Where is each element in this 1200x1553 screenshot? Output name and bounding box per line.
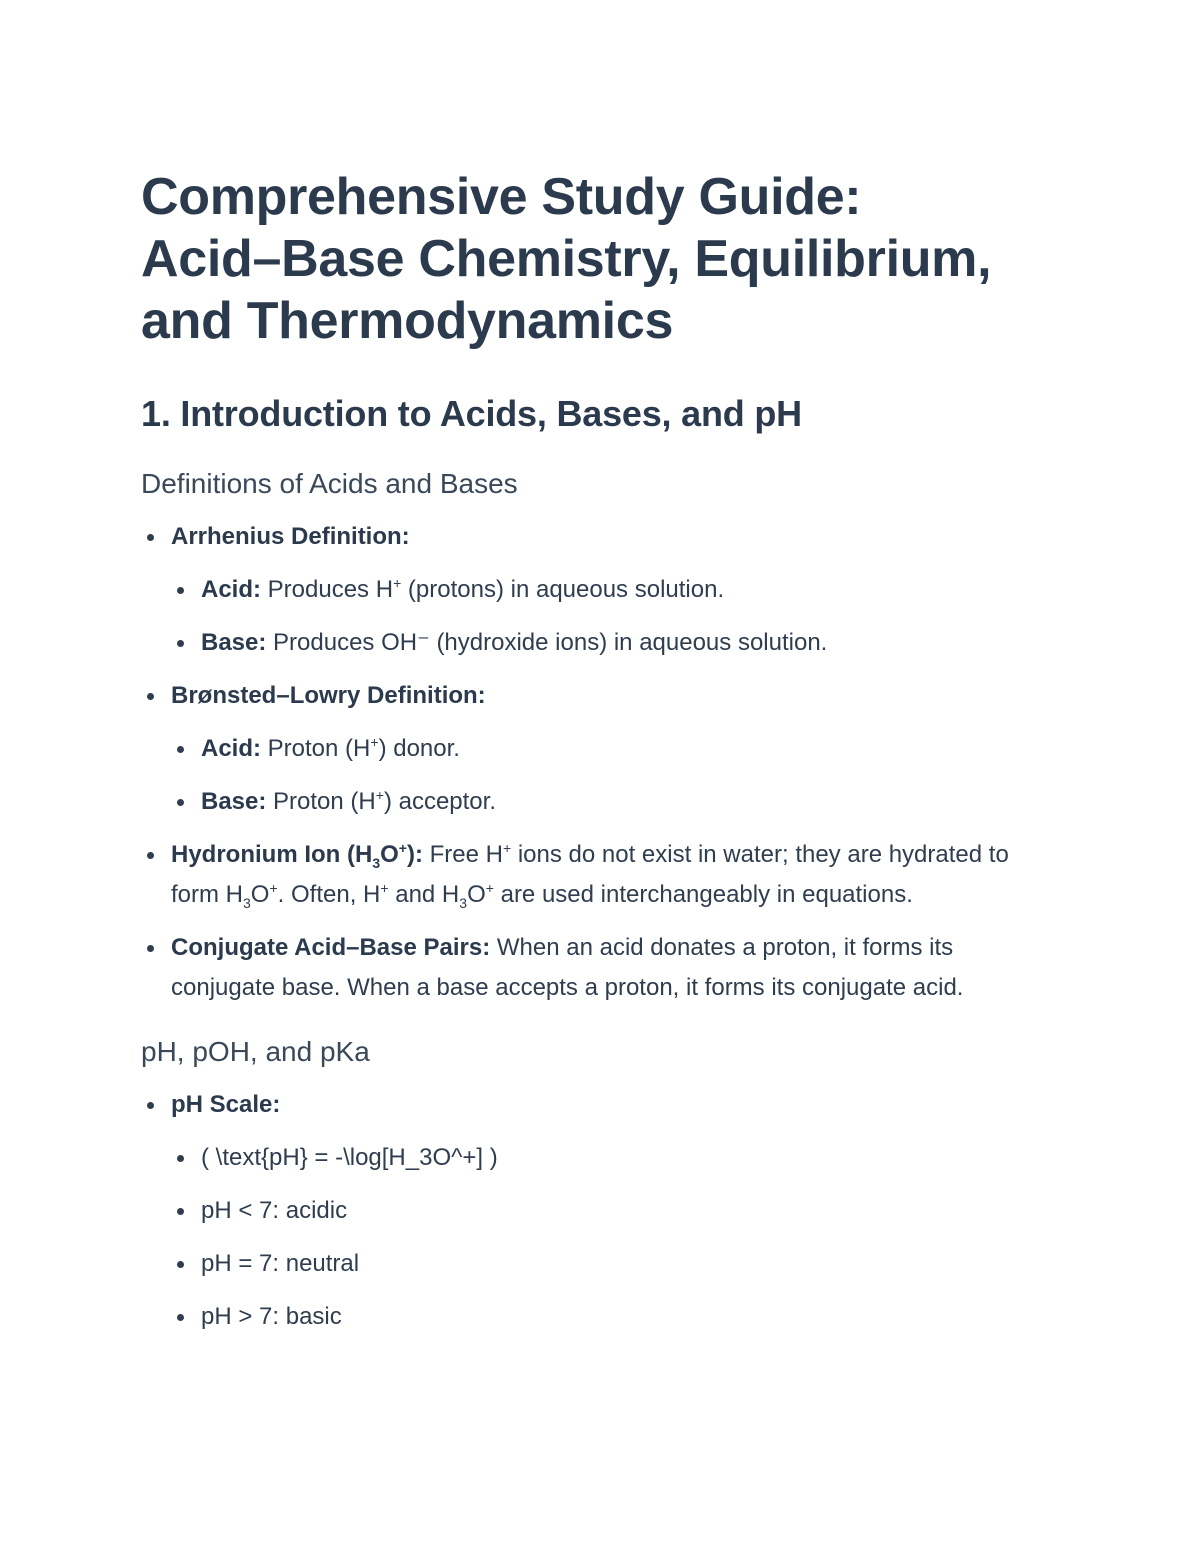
subscript: 3 — [459, 894, 468, 911]
list-item-conjugate — [171, 928, 1060, 1008]
list-item-arrhenius — [171, 517, 1060, 663]
list-item-arrhenius-acid — [201, 570, 1060, 610]
superscript: + — [380, 880, 389, 896]
text-span: . Often, H — [277, 881, 381, 908]
list-item-ph-acidic: pH < 7: acidic — [201, 1191, 1060, 1231]
arrhenius-label: Arrhenius Definition: — [171, 523, 410, 550]
text-span: When an acid donates a proton, it forms its conjugate base. When a base accepts a proton, it forms its conjugate acid. — [171, 934, 964, 1001]
subheading-definitions: Definitions of Acids and Bases — [141, 468, 518, 499]
list-item-bronsted-base — [201, 782, 1060, 822]
ph-list — [141, 1085, 1060, 1337]
ph-scale-label: pH Scale: — [171, 1091, 281, 1118]
superscript: + — [375, 787, 384, 803]
conjugate-label: Conjugate Acid–Base Pairs: — [171, 934, 491, 961]
text-span: O — [250, 881, 270, 908]
text-span: Hydronium Ion (H — [171, 841, 373, 868]
list-item-ph-basic: pH > 7: basic — [201, 1297, 1060, 1337]
list-item-bronsted-acid — [201, 729, 1060, 769]
base-label: Base: — [201, 788, 267, 815]
text-span: are used interchangeably in equations. — [493, 881, 913, 908]
text-span: Proton (H — [266, 788, 376, 815]
superscript: + — [502, 840, 512, 856]
text-span: (protons) in aqueous solution. — [401, 576, 725, 603]
text-span: ) acceptor. — [383, 788, 496, 815]
text-span: and H — [388, 881, 460, 908]
subscript: 3 — [243, 894, 251, 911]
superscript: + — [485, 880, 494, 896]
subscript: 3 — [372, 854, 381, 871]
page-title: Comprehensive Study Guide: Acid–Base Chemistry, Equilibrium, and Thermodynamics — [141, 168, 992, 350]
text-span: ions do not exist in water; they are hydrated to form H — [171, 841, 1009, 908]
text-span: Free H — [422, 841, 503, 868]
base-label: Base: — [201, 629, 267, 656]
text-span: Produces OH⁻ (hydroxide ions) in aqueous solution. — [266, 629, 828, 656]
arrhenius-sublist — [171, 570, 1060, 663]
bronsted-sublist — [171, 729, 1060, 822]
text-span: ) donor. — [378, 735, 460, 762]
definitions-list — [141, 517, 1060, 1008]
acid-label: Acid: — [201, 735, 261, 762]
text-span: Proton (H — [261, 735, 371, 762]
text-span: O — [467, 881, 486, 908]
superscript: + — [393, 575, 402, 591]
list-item-hydronium — [171, 835, 1060, 915]
ph-scale-sublist — [171, 1138, 1060, 1337]
superscript: + — [398, 840, 407, 856]
list-item-ph-neutral: pH = 7: neutral — [201, 1244, 1060, 1284]
list-item-bronsted — [171, 676, 1060, 822]
text-span: ): — [406, 841, 423, 868]
hydronium-label — [171, 840, 423, 871]
superscript: + — [370, 734, 379, 750]
bronsted-label: Brønsted–Lowry Definition: — [171, 682, 486, 709]
acid-label: Acid: — [201, 576, 261, 603]
list-item-arrhenius-base — [201, 623, 1060, 663]
list-item-ph-formula: ( \text{pH} = -\log[H_3O^+] ) — [201, 1138, 1060, 1178]
superscript: + — [269, 880, 278, 896]
list-item-ph-scale — [171, 1085, 1060, 1337]
text-span: Produces H — [261, 576, 394, 603]
subheading-ph: pH, pOH, and pKa — [141, 1036, 370, 1067]
text-span: O — [380, 841, 399, 868]
section-heading: 1. Introduction to Acids, Bases, and pH — [141, 393, 802, 434]
